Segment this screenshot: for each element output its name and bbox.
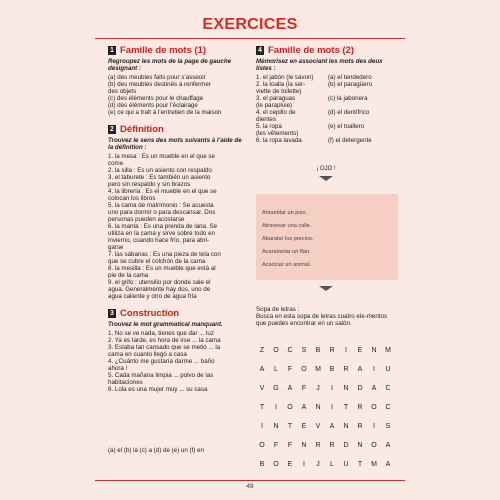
grid-cell: S (301, 347, 307, 354)
box-item: Atravesar una calle. (262, 223, 312, 229)
grid-cell: I (373, 423, 375, 430)
pair-right: (e) el toallero (328, 123, 365, 130)
grid-cell: I (331, 385, 333, 392)
box-item: Abaratar los precios. (262, 236, 314, 242)
grid-cell: A (357, 366, 363, 373)
letter-grid (255, 347, 395, 480)
section-number: 1 (108, 46, 116, 55)
left-column (108, 45, 244, 393)
list-item: 8. la mesilla : Es un mueble que está al (108, 265, 216, 272)
grid-cell: O (371, 404, 377, 411)
grid-cell: T (287, 423, 293, 430)
pair-right: (c) la jabonera (328, 95, 368, 102)
grid-cell: N (371, 347, 377, 354)
item-list (108, 153, 244, 300)
grid-row (255, 347, 395, 366)
pair-left: 3. el paraguas (256, 95, 296, 102)
pair-row (256, 109, 396, 116)
grid-cell: L (330, 461, 334, 468)
grid-cell: B (315, 347, 321, 354)
list-item: garse (108, 244, 124, 251)
grid-cell: R (357, 423, 363, 430)
grid-row (255, 385, 395, 404)
grid-cell: N (343, 423, 349, 430)
grid-cell: F (301, 385, 307, 392)
list-item: uno para dormir o para descansar. Dos (108, 209, 216, 216)
grid-cell: A (301, 404, 307, 411)
grid-cell: C (385, 385, 391, 392)
grid-cell: F (287, 366, 293, 373)
pair-right (328, 116, 396, 123)
chevron-down-icon (319, 286, 333, 292)
grid-cell: S (385, 423, 391, 430)
list-item: agua. Generalmente hay dos, uno de (108, 286, 211, 293)
list-item: personas pueden acostarse (108, 216, 185, 223)
ojo-box (256, 194, 398, 280)
list-item: pero sin respaldo y sin brazos (108, 181, 191, 188)
chevron-down-icon (319, 176, 333, 182)
item-list (108, 330, 244, 393)
list-item: ahora ! (108, 365, 128, 372)
footer-divider (95, 480, 405, 481)
pair-left: (le parapluie) (256, 102, 293, 109)
grid-cell: A (259, 366, 265, 373)
list-item: utiliza en la cama y sirve sobre todo en (108, 230, 215, 237)
instruction: Regroupez les mots de la page de gauche désignant : (108, 58, 232, 72)
grid-cell: O (287, 404, 293, 411)
pair-left: 2. la toalla (la ser- (256, 81, 306, 88)
list-item: 5. la cama de matrimonio : Se acuesta (108, 202, 214, 209)
grid-cell: L (274, 366, 278, 373)
grid-cell: O (301, 366, 307, 373)
grid-cell: I (331, 404, 333, 411)
grid-cell: U (343, 461, 349, 468)
list-item: 1. No se ve nada, tienes que dar ... luz (108, 330, 214, 337)
grid-cell: T (259, 404, 265, 411)
section-heading: Famille de mots (2) (268, 45, 355, 56)
grid-cell: C (385, 404, 391, 411)
grid-cell: N (273, 423, 279, 430)
pair-right (328, 88, 396, 95)
grid-cell: I (303, 461, 305, 468)
grid-cell: O (371, 442, 377, 449)
instruction: Mémorisez en associant les mots des deux listes : (256, 58, 383, 72)
pair-right: (a) el tendedero (328, 74, 372, 81)
section-number: 4 (256, 46, 264, 55)
grid-cell: N (301, 442, 307, 449)
box-item: Amueblar un piso. (262, 210, 308, 216)
pair-row (256, 116, 396, 123)
pair-list (256, 74, 396, 144)
grid-row (255, 442, 395, 461)
list-item: 9. el grifo : utensilio por donde sale el (108, 279, 211, 286)
list-item: 2. la silla : Es un asiento con respaldo (108, 167, 212, 174)
item-list (108, 74, 244, 116)
list-item: invierno, cuando hace frío, para abri- (108, 237, 210, 244)
grid-cell: N (357, 442, 363, 449)
section-construction (108, 308, 244, 393)
grid-cell: U (385, 366, 391, 373)
box-item: Acariciar un animal. (262, 262, 312, 268)
sopa-text: Busca en esta sopa de letras cuatro ele-mentos que puedes encontrar en un salón. (256, 313, 388, 327)
grid-cell: V (315, 423, 321, 430)
grid-cell: N (343, 385, 349, 392)
list-item: habitaciones (108, 379, 143, 386)
list-item: 5. Cada mañana limpia ... polvo de las (108, 372, 214, 379)
pair-right (328, 130, 396, 137)
grid-cell: J (316, 461, 320, 468)
pair-right: (f) el detergente (328, 137, 372, 144)
pair-row (256, 95, 396, 102)
grid-row (255, 366, 395, 385)
list-item: que se cubre el colchón de la cama (108, 258, 206, 265)
grid-cell: O (273, 347, 279, 354)
grid-cell: I (373, 366, 375, 373)
grid-cell: I (345, 347, 347, 354)
list-item: 3. el taburete : Es también un asiento (108, 174, 211, 181)
ojo-label: ¡ OJO ! (316, 166, 336, 172)
section-definition (108, 124, 244, 300)
grid-cell: A (287, 385, 293, 392)
list-item: (a) des meubles faits pour s’asseoir (108, 74, 206, 81)
page-title: EXERCICES (202, 16, 298, 33)
list-item: 3. Estaba tan cansado que se metió ... la (108, 344, 221, 351)
instruction: Trouvez le sens des mots suivants à l’aide de la définition : (108, 137, 242, 151)
grid-cell: O (259, 442, 265, 449)
grid-cell: C (287, 347, 293, 354)
pair-right: (d) el dentífrico (328, 109, 370, 116)
title-divider (95, 38, 405, 39)
section-heading: Construction (120, 308, 180, 319)
list-item: 4. la librería : Es el mueble en el que se (108, 188, 217, 195)
pair-left: 6. la ropa lavada (256, 137, 302, 144)
grid-cell: A (329, 423, 335, 430)
list-item: 6. la manta : Es una prenda de lana. Se (108, 223, 218, 230)
pair-left: viette de toilette) (256, 88, 302, 95)
grid-cell: F (287, 442, 293, 449)
grid-cell: M (315, 366, 321, 373)
section-famille-1 (108, 45, 244, 116)
list-item: (d) des éléments pour l’éclairage (108, 102, 198, 109)
grid-cell: A (371, 385, 377, 392)
list-item: colocan los libros (108, 195, 156, 202)
pair-row (256, 74, 396, 81)
list-item: des objets (108, 88, 137, 95)
list-item: come (108, 160, 124, 167)
grid-cell: A (385, 442, 391, 449)
grid-cell: T (357, 461, 363, 468)
section-number: 2 (108, 125, 116, 134)
grid-cell: R (329, 442, 335, 449)
pair-left: 4. el cepillo de (256, 109, 296, 116)
instruction: Trouvez le mot grammatical manquant. (108, 321, 223, 328)
box-item: Acaramelar un flan. (262, 249, 311, 255)
grid-cell: E (287, 461, 293, 468)
grid-cell: M (371, 461, 377, 468)
sopa-title: Sopa de letras : (256, 306, 300, 313)
pair-row (256, 102, 396, 109)
grid-cell: V (259, 385, 265, 392)
pair-left: 5. la ropa (256, 123, 282, 130)
pair-row (256, 88, 396, 95)
grid-cell: B (329, 366, 335, 373)
list-item: 2. Ya es tarde, es hora de irse ... la cama (108, 337, 221, 344)
list-item: pie de la cama (108, 272, 149, 279)
section-number: 3 (108, 309, 116, 318)
page-number: 49 (246, 483, 254, 490)
grid-cell: R (315, 442, 321, 449)
grid-cell: M (385, 347, 391, 354)
grid-cell: R (329, 347, 335, 354)
grid-row (255, 423, 395, 442)
pair-left: dientes (256, 116, 276, 123)
grid-cell: A (385, 461, 391, 468)
list-item: (c) des éléments pour le chauffage (108, 95, 204, 102)
list-item: cama en cuanto llegó a casa (108, 351, 187, 358)
pair-right: (b) el paragüero (328, 81, 373, 88)
list-item: (e) ce qui a trait à l’entretien de la maison (108, 109, 222, 116)
right-column (256, 45, 396, 144)
list-item: 4. ¿Cuánto me gustaría darme ... baño (108, 358, 215, 365)
answers-line: (a) el (b) la (c) a (d) de (e) un (f) en (108, 447, 204, 454)
grid-cell: T (343, 404, 349, 411)
section-heading: Définition (120, 124, 164, 135)
list-item: 1. la mesa : Es un mueble en el que se (108, 153, 215, 160)
grid-cell: G (273, 385, 279, 392)
grid-cell: E (357, 347, 363, 354)
list-item: (b) des meubles destinés à renfermer (108, 81, 211, 88)
grid-cell: I (261, 423, 263, 430)
grid-cell: R (343, 366, 349, 373)
grid-cell: D (357, 385, 363, 392)
grid-cell: O (273, 461, 279, 468)
pair-row (256, 81, 396, 88)
pair-left: 1. el jabón (le savon) (256, 74, 314, 81)
grid-cell: B (259, 461, 265, 468)
grid-cell: D (343, 442, 349, 449)
grid-cell: F (273, 442, 279, 449)
pair-row (256, 130, 396, 137)
pair-left: (les vêtements) (256, 130, 299, 137)
grid-cell: Z (259, 347, 265, 354)
sopa-intro (256, 306, 396, 327)
list-item: 7. las sábanas : Es una pieza de tela con (108, 251, 221, 258)
grid-cell: R (357, 404, 363, 411)
list-item: 6. Lola es una mujer muy ... su casa (108, 386, 208, 393)
grid-cell: N (315, 404, 321, 411)
list-item: agua caliente y otro de agua fría (108, 293, 197, 300)
grid-cell: J (316, 385, 320, 392)
pair-right (328, 102, 396, 109)
grid-cell: E (301, 423, 307, 430)
pair-row (256, 137, 396, 144)
grid-row (255, 404, 395, 423)
pair-row (256, 123, 396, 130)
section-famille-2 (256, 45, 396, 144)
section-heading: Famille de mots (1) (120, 45, 207, 56)
grid-cell: I (275, 404, 277, 411)
grid-row (255, 461, 395, 480)
